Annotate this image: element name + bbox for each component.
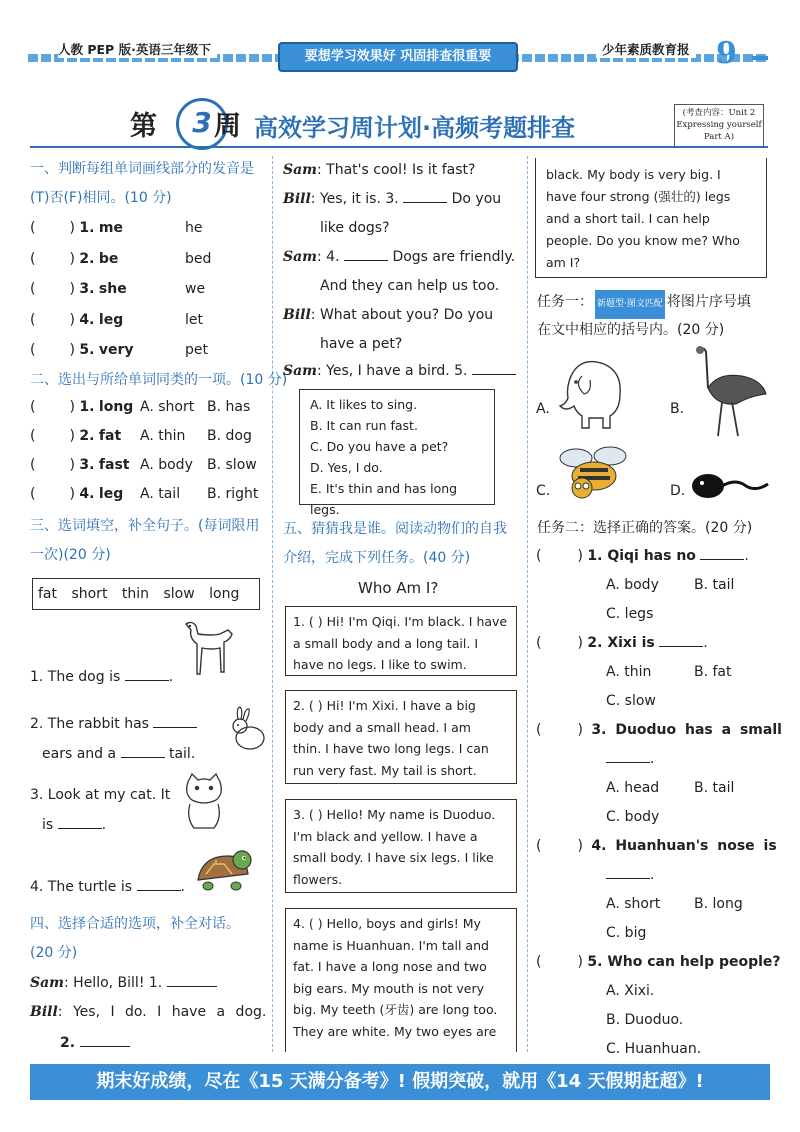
card-line: a small body and a long tail. I [293, 635, 479, 651]
dialog-line [320, 272, 499, 301]
answer-blank[interactable] [167, 972, 217, 987]
question-text: 2. The rabbit has [30, 716, 149, 732]
question-text: 1. Qiqi has no [587, 548, 696, 564]
list-item: ( ) 2. be bed [30, 245, 270, 276]
option: A. head [606, 780, 660, 796]
item-word: fat [98, 428, 122, 444]
dialog-option: C. Do you have a pet? [310, 439, 449, 454]
option-row [536, 890, 776, 919]
option: C. Huanhuan. [606, 1041, 702, 1057]
dialog-text: 2. [60, 1035, 76, 1051]
dialog-option: D. Yes, I do. [310, 460, 383, 475]
section3-heading [30, 512, 259, 570]
item-word: very [98, 342, 134, 358]
dialog-option: E. It's thin and has long legs. [310, 481, 458, 517]
question-text: ears and a [42, 746, 117, 762]
dialog-line [283, 156, 475, 185]
card-line: body and a small head. I am [293, 719, 471, 735]
card-line: fat. I have a long nose and two [293, 959, 487, 974]
week-number-circle: 3 [176, 98, 228, 150]
fill-question-3 [30, 781, 170, 810]
card-line: They are white. My two eyes are [293, 1023, 497, 1039]
dialog-text: have a pet? [320, 336, 403, 352]
card-line: I'm black and yellow. I have a [293, 828, 478, 844]
item-word: be [98, 250, 119, 267]
item-num: 5. [79, 342, 95, 358]
dog-picture [176, 618, 236, 692]
list-item: ( ) 3. fast A. body B. slow [30, 451, 270, 480]
option-row [536, 1035, 776, 1064]
option-b: B. right [207, 486, 259, 502]
item-word: leg [98, 311, 124, 328]
animal-card-1 [285, 606, 517, 676]
section4-heading [30, 910, 240, 968]
task-label: 任务一： [537, 294, 593, 310]
column-divider [272, 156, 273, 1052]
card-line: run very fast. My tail is short. [293, 762, 477, 778]
item-num: 2. [79, 250, 95, 267]
dialog-line [320, 214, 390, 243]
option: B. fat [694, 664, 732, 680]
list-item: ( ) 5. very pet [30, 336, 270, 367]
question-text: 1. The dog is [30, 669, 121, 685]
edition-label: 人教 PEP 版·英语三年级下 [58, 40, 217, 58]
fill-question-2-cont [42, 740, 195, 769]
list-item: ( ) 4. leg A. tail B. right [30, 480, 270, 509]
dialog-line [283, 243, 515, 272]
pic-label-c: C. [536, 483, 551, 499]
list-item: ( ) 1. Qiqi has no . [536, 542, 776, 571]
item-pair: let [185, 311, 203, 328]
option: A. short [606, 896, 661, 912]
item-pair: pet [185, 342, 208, 358]
card-line: big ears. My mouth is not very [293, 980, 484, 996]
option: C. body [606, 809, 660, 825]
heading-line: 四、选择合适的选项，补全对话。 [30, 916, 240, 932]
dialog-text: And they can help us too. [320, 278, 500, 294]
list-item: ( ) 3. she we [30, 275, 270, 306]
bee-picture [552, 442, 636, 506]
rabbit-picture [228, 706, 268, 754]
ostrich-picture [688, 344, 772, 440]
animal-card-4 [285, 908, 517, 1052]
title-underline [30, 146, 768, 148]
fill-question-2 [30, 710, 197, 739]
card-line: small body. I have six legs. I like [293, 850, 494, 865]
card-line: big. My teeth (牙齿) are long too. [293, 1002, 498, 1017]
answer-blank[interactable] [700, 545, 744, 560]
question-text: 3. Duoduo has a small [591, 722, 782, 738]
option-a: A. thin [140, 428, 186, 444]
dialog-line [30, 969, 217, 998]
option-row [536, 977, 776, 1006]
list-item: ( ) 5. Who can help people? [536, 954, 781, 970]
card-line: 4. ( ) Hello, boys and girls! My [293, 916, 481, 931]
option: C. big [606, 925, 647, 941]
card-line: am I? [546, 255, 581, 270]
task1-line2: 在文中相应的括号内。(20 分) [537, 322, 725, 338]
scope-line: (考查内容：Unit 2 [682, 108, 756, 118]
option-b: B. slow [207, 457, 257, 473]
question-text: 3. Look at my cat. It [30, 787, 171, 803]
task1-line1 [537, 288, 751, 319]
option-b: B. has [207, 399, 251, 415]
option-b: B. dog [207, 428, 252, 444]
word-bank-item: fat [38, 586, 57, 602]
item-pair: we [185, 281, 206, 297]
answer-blank[interactable] [659, 632, 703, 647]
section2-list [30, 393, 270, 509]
item-num: 3. [79, 281, 95, 297]
heading-line: 五、猜猜我是谁。阅读动物们的自我 [283, 521, 507, 537]
card-line: flowers. [293, 871, 343, 887]
option-row [536, 803, 776, 832]
option-a: A. tail [140, 486, 181, 502]
card-line: black. My body is very big. I [546, 167, 721, 182]
footer-banner: 期末好成绩，尽在《15 天满分备考》! 假期突破，就用《14 天假期赶超》! [30, 1064, 770, 1100]
option-a: A. short [140, 399, 195, 415]
option-row [536, 600, 776, 629]
speaker: Bill [283, 307, 311, 323]
item-word: fast [98, 457, 130, 473]
dialog-line [283, 185, 501, 214]
answer-blank[interactable] [606, 864, 650, 879]
column-divider [527, 156, 528, 1052]
question-text: 5. Who can help people? [587, 954, 781, 970]
list-item: ( ) 1. me he [30, 214, 270, 245]
option: A. Xixi. [606, 983, 655, 999]
newspaper-name: 少年素质教育报 [596, 40, 696, 58]
pic-label-a: A. [536, 401, 550, 417]
section5-heading [283, 515, 507, 573]
option-row [536, 919, 776, 948]
option-row: . [536, 745, 776, 774]
question-text: is [42, 817, 54, 833]
animal-card-4-continued [535, 158, 767, 278]
item-num: 3. [79, 457, 95, 473]
dialog-text: : What about you? Do you [310, 307, 494, 323]
option-row [536, 774, 776, 803]
answer-blank[interactable] [125, 666, 169, 681]
page-number: 9 [716, 36, 737, 71]
item-num: 4. [79, 486, 95, 502]
dialog-line [60, 1029, 130, 1058]
cat-picture [180, 772, 228, 832]
speaker: Sam [30, 975, 64, 991]
list-item: ( ) 4. Huanhuan's nose is [536, 838, 777, 854]
word-bank [32, 578, 260, 610]
scope-line: Expressing yourself [676, 120, 762, 130]
word-bank-item: thin [121, 586, 150, 602]
speaker: Sam [283, 363, 317, 379]
dialog-text: : Yes, I have a bird. 5. [317, 363, 468, 379]
list-item: ( ) 2. fat A. thin B. dog [30, 422, 270, 451]
item-num: 1. [79, 220, 95, 236]
answer-blank[interactable] [153, 713, 197, 728]
speaker: Bill [283, 191, 311, 207]
card-line: name is Huanhuan. I'm tall and [293, 937, 489, 953]
card-line: 3. ( ) Hello! My name is Duoduo. [293, 807, 496, 822]
animal-card-2 [285, 690, 517, 784]
dialog-text: : 4. [317, 249, 340, 265]
task2-heading: 任务二：选择正确的答案。(20 分) [537, 520, 753, 536]
turtle-picture [194, 846, 256, 894]
list-item: ( ) 3. Duoduo has a small [536, 722, 782, 738]
word-bank-item: short [71, 586, 108, 602]
answer-blank[interactable] [344, 246, 388, 261]
option: C. legs [606, 606, 654, 622]
title-week-suffix: 周 [214, 111, 241, 142]
card-line: have four strong (强壮的) legs [546, 189, 731, 204]
page-title: 高效学习周计划·高频考题排查 [254, 114, 576, 142]
section1-list [30, 214, 270, 367]
answer-blank[interactable] [606, 748, 650, 763]
answer-blank[interactable] [403, 188, 447, 203]
option: B. long [694, 896, 743, 912]
option-a: A. body [140, 457, 193, 473]
dialog-option: A. It likes to sing. [310, 397, 418, 412]
new-question-tag: 新题型·图文匹配 [595, 290, 665, 319]
question-text: 4. The turtle is [30, 879, 133, 895]
item-word: leg [98, 486, 124, 502]
animal-card-3 [285, 799, 517, 893]
pic-label-d: D. [670, 483, 686, 499]
option-row [536, 1006, 776, 1035]
answer-blank[interactable] [80, 1032, 130, 1047]
word-bank-item: long [209, 586, 240, 602]
heading-line: (T)否(F)相同。(10 分) [30, 190, 172, 206]
section2-heading: 二、选出与所给单词同类的一项。(10 分) [30, 372, 288, 388]
answer-blank[interactable] [58, 814, 102, 829]
question-text: 2. Xixi is [587, 635, 655, 651]
list-item: ( ) 4. leg let [30, 306, 270, 337]
dialog-text: : Yes, I do. I have a dog. [57, 1004, 267, 1020]
task2-list [536, 542, 782, 1064]
list-item: ( ) 2. Xixi is . [536, 629, 776, 658]
card-line: thin. I have two long legs. I can [293, 741, 489, 756]
word-bank-item: slow [163, 586, 195, 602]
option-row [536, 571, 776, 600]
item-pair: bed [185, 250, 212, 267]
question-text: 4. Huanhuan's nose is [591, 838, 777, 854]
dialog-line [30, 998, 266, 1027]
option-row [536, 687, 776, 716]
scope-line: Part A) [703, 132, 735, 142]
card-line: 2. ( ) Hi! I'm Xixi. I have a big [293, 698, 476, 713]
option: A. thin [606, 664, 652, 680]
card-line: and a short tail. I can help [546, 211, 710, 226]
scope-box [674, 104, 764, 148]
option-row [536, 658, 776, 687]
page-number-dash [752, 56, 768, 60]
item-word: she [98, 281, 127, 297]
section1-heading [30, 155, 254, 213]
speaker: Sam [283, 249, 317, 265]
heading-line: (20 分) [30, 945, 78, 961]
slogan-banner: 要想学习效果好 巩固排查很重要 [278, 42, 518, 72]
pic-label-b: B. [670, 401, 685, 417]
item-word: long [98, 399, 134, 415]
fill-question-1: 1. The dog is . [30, 663, 173, 692]
option: C. slow [606, 693, 656, 709]
heading-line: 一次)(20 分) [30, 547, 111, 563]
card-line: people. Do you know me? Who [546, 233, 740, 248]
dialog-line [283, 357, 516, 386]
elephant-picture [550, 354, 630, 432]
question-text: tail. [168, 746, 196, 762]
card-line: have no legs. I like to swim. [293, 657, 467, 672]
tadpole-picture [690, 466, 770, 504]
dialog-text: Do you [451, 191, 502, 207]
option: A. body [606, 577, 659, 593]
item-num: 1. [79, 399, 95, 415]
answer-blank[interactable] [472, 360, 516, 375]
item-num: 2. [79, 428, 95, 444]
option-row: . [536, 861, 776, 890]
title-week-prefix: 第 [130, 111, 157, 142]
dialog-line [283, 301, 493, 330]
dialog-option: B. It can run fast. [310, 418, 418, 433]
card-line: 1. ( ) Hi! I'm Qiqi. I'm black. I have [293, 614, 508, 629]
dialog-text: : Yes, it is. 3. [310, 191, 399, 207]
speaker: Bill [30, 1004, 58, 1020]
passage-title: Who Am I? [358, 579, 439, 597]
item-word: me [98, 220, 123, 236]
heading-line: 三、选词填空，补全句子。(每词限用 [30, 518, 260, 534]
dialog-options-box [299, 389, 495, 517]
item-num: 4. [79, 311, 95, 328]
option: B. tail [694, 780, 735, 796]
heading-line: 介绍，完成下列任务。(40 分) [283, 550, 471, 566]
speaker: Sam [283, 162, 317, 178]
heading-line: 一、判断每组单词画线部分的发音是 [30, 161, 254, 177]
item-pair: he [185, 220, 203, 236]
fill-question-4: 4. The turtle is . [30, 873, 185, 902]
answer-blank[interactable] [137, 876, 181, 891]
answer-blank[interactable] [121, 743, 165, 758]
dialog-text: Dogs are friendly. [392, 249, 516, 265]
task-text: 将图片序号填 [666, 294, 751, 310]
dialog-text: like dogs? [320, 220, 390, 236]
dialog-text: : That's cool! Is it fast? [317, 162, 476, 178]
list-item: ( ) 1. long A. short B. has [30, 393, 270, 422]
fill-question-3-cont: is . [42, 811, 106, 840]
option: B. Duoduo. [606, 1012, 684, 1028]
dialog-text: : Hello, Bill! 1. [64, 975, 163, 991]
option: B. tail [694, 577, 735, 593]
dialog-line [320, 330, 402, 359]
